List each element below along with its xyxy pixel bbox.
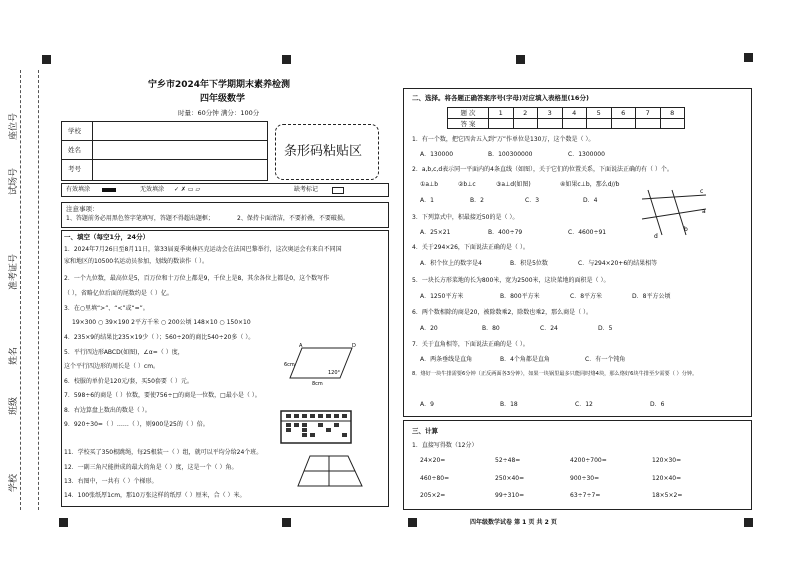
q2-line1: 2．一个九位数，最高位是5，百万位和十万位上都是9，千位上是8，其余各位上都是0，这个数写作 — [64, 275, 330, 282]
registration-mark — [42, 55, 51, 64]
p2-q7-b: B．4个角都是直角 — [500, 356, 550, 363]
table-col: 7 — [636, 108, 661, 119]
registration-mark — [408, 518, 417, 527]
part2-title: 二、选择。将各题正确答案序号(字母)对应填入表格里(16分) — [412, 94, 589, 102]
table-col: 4 — [562, 108, 587, 119]
fig-side6: 6cm — [284, 362, 295, 368]
registration-mark — [744, 518, 753, 527]
p2-q3-a: A．25×21 — [420, 229, 451, 236]
fig-d: D — [352, 343, 356, 349]
calc-2-1: 460÷80= — [420, 475, 450, 482]
p2-q5-c: C．8平方米 — [570, 293, 603, 300]
q11-line: 11．学校买了350根跳绳，每25根装一（ ）组，就可以平均分给24个班。 — [64, 449, 263, 456]
calc-3-1: 205×2= — [420, 492, 446, 499]
registration-mark — [744, 53, 753, 62]
p2-q7-c: C．有一个钝角 — [585, 356, 626, 363]
table-col: 2 — [513, 108, 538, 119]
registration-mark — [282, 518, 291, 527]
p2-q5-d: D．8平方公顷 — [632, 293, 671, 300]
table-col: 6 — [611, 108, 636, 119]
q9-line: 9．920÷30=（ ）……（ ），则900是25的（ ）倍。 — [64, 421, 209, 428]
q4-line: 4．235×9的结果比235×19少（ ）；560÷20的商比540÷20多（ ）。 — [64, 334, 255, 341]
answer-cell-5[interactable] — [587, 118, 612, 129]
binding-line — [38, 70, 39, 510]
part3-title: 三、计算 — [412, 427, 438, 435]
p2-q6-a: A．20 — [420, 325, 438, 332]
student-info-box — [61, 121, 268, 181]
page-footer: 四年级数学试卷 第 1 页 共 2 页 — [470, 519, 557, 526]
table-col: 3 — [538, 108, 563, 119]
p2-q8: 8．烙好一块牛排需要6分钟（正反两面各3分钟），如果一块锅里最多只能同时烙4块，那么烙好6块牛排至少需要（ ）分钟。 — [412, 371, 698, 377]
p2-q2-a: A．1 — [420, 197, 434, 204]
fig-a: A — [299, 343, 303, 349]
q5-line1: 5．平行四边形ABCD(如图)，∠α=（ ）度， — [64, 349, 184, 356]
part3-sub: 1．直接写得数（12分） — [412, 442, 478, 449]
fill-missing-label: 缺考标记 — [294, 186, 319, 193]
info-label-school: 学校 — [68, 127, 81, 135]
trapezoid-figure — [296, 452, 366, 490]
p2-q2-c: C．3 — [525, 197, 540, 204]
calc-3-4: 18×5×2= — [652, 492, 683, 499]
p2-q5-a: A．1250平方米 — [420, 293, 464, 300]
q7-line: 7．598÷6的商是（ ）位数，要使756÷□的商是一位数，□最小是（ ）。 — [64, 392, 261, 399]
p2-q7-a: A．两条垂线是直角 — [420, 356, 473, 363]
barcode-area — [275, 124, 379, 180]
calc-2-3: 900÷30= — [570, 475, 600, 482]
p2-q5-b: B．800平方米 — [500, 293, 540, 300]
q8-line: 8．右边算盘上数出的数是（ ）。 — [64, 407, 151, 414]
p2-q6: 6．两个数相除的商是20，被除数乘2，除数也乘2，那么商是（ ）。 — [412, 309, 592, 316]
p2-q2-o1: ①a⊥b — [420, 181, 439, 188]
sidebar-room-label: 试场号 — [9, 167, 19, 195]
calc-2-4: 120×40= — [652, 475, 682, 482]
p2-q7: 7．关于直角相等，下面说法正确的是（ ）。 — [412, 341, 529, 348]
svg-text:b: b — [684, 226, 688, 233]
q12-line: 12．一副三角尺能拼成的最大的角是（ ）度，这是一个（ ）角。 — [64, 464, 238, 471]
answer-cell-8[interactable] — [660, 118, 685, 129]
p2-q8-b: B．18 — [500, 401, 518, 408]
parallelogram-figure — [282, 340, 362, 386]
answer-cell-2[interactable] — [513, 118, 538, 129]
exam-subject: 四年级数学 — [200, 94, 246, 104]
p2-q1-c: C．1300000 — [568, 151, 605, 158]
info-label-id: 考号 — [68, 165, 81, 173]
info-label-name: 姓名 — [68, 146, 81, 154]
q5-line2: 这个平行四边形的周长是（ ）cm。 — [64, 363, 160, 370]
notes-item-2: 2、保持卡面清洁，不要折叠，不要破损。 — [237, 215, 349, 222]
q3-line1: 3．在○里填“>”、“<”或“=”。 — [64, 305, 149, 312]
p2-q1-b: B．100300000 — [488, 151, 533, 158]
p2-q4-c: C．与294×20+6的结果相等 — [578, 260, 658, 267]
q6-line: 6．校服的单价是120元/套，买50套要（ ）元。 — [64, 378, 193, 385]
binding-line — [20, 70, 21, 510]
p2-q3: 3．下列算式中，积最接近50的是（ ）。 — [412, 214, 519, 221]
q14-line: 14．100张纸厚1cm，那10万张这样的纸厚（ ）厘米，合（ ）米。 — [64, 492, 246, 499]
p2-q2-o3: ③a⊥d(如图) — [496, 181, 531, 188]
answer-cell-7[interactable] — [636, 118, 661, 129]
sidebar-name-label: 姓名 — [9, 346, 19, 365]
p2-q4-b: B．积是5位数 — [510, 260, 548, 267]
p2-q8-a: A．9 — [420, 401, 434, 408]
notes-item-1: 1、答题前务必用黑色签字笔填写，答题不得超出题框； — [66, 215, 214, 222]
fig-angle: 120° — [328, 370, 341, 376]
answer-cell-3[interactable] — [538, 118, 563, 129]
p2-q1-a: A．130000 — [420, 151, 454, 158]
calc-1-2: 52÷48= — [495, 457, 521, 464]
barcode-label: 条形码粘贴区 — [284, 144, 363, 159]
p2-q6-d: D．5 — [598, 325, 613, 332]
p2-q6-b: B．80 — [482, 325, 500, 332]
calc-1-1: 24×20= — [420, 457, 446, 464]
p2-q2-b: B．2 — [470, 197, 484, 204]
registration-mark — [282, 55, 291, 64]
p2-q2-o4: ④如果c⊥b，那么d//b — [560, 181, 620, 188]
q3-line2: 19×300 ○ 39×190 2平方千米 ○ 200公顷 148×10 ○ 150×10 — [72, 319, 251, 326]
p2-q8-c: C．12 — [575, 401, 593, 408]
registration-mark — [516, 55, 525, 64]
p2-q3-b: B．400÷79 — [488, 229, 523, 236]
calc-1-4: 120×30= — [652, 457, 682, 464]
p2-q2-o2: ②b⊥c — [458, 181, 476, 188]
sidebar-seat-label: 座位号 — [9, 112, 19, 140]
answer-row-label: 答 案 — [448, 118, 489, 129]
table-col: 8 — [660, 108, 685, 119]
q2-line2: （ ），省略亿位后面的尾数约是（ ）亿。 — [64, 290, 173, 297]
q1-line1: 1．2024年7月26日至8月11日，第33届夏季奥林匹克运动会在法国巴黎举行，这次奥运会有来自不同国 — [64, 246, 342, 253]
calc-3-3: 63÷7÷7= — [570, 492, 601, 499]
sidebar-school-label: 学校 — [9, 473, 19, 492]
svg-text:a: a — [702, 208, 706, 215]
p2-q1: 1．有一个数，把它四舍五入到“万”作单位是130万，这个数是（ ）。 — [412, 136, 595, 143]
fill-invalid-label: 无效填涂 — [140, 186, 165, 193]
registration-mark — [59, 518, 68, 527]
calc-3-2: 99÷310= — [495, 492, 525, 499]
p2-q2: 2．a,b,c,d表示同一平面内的4条直线（如图），关于它们的位置关系，下面说法正确的有（ ）个。 — [412, 166, 673, 173]
table-col: 5 — [587, 108, 612, 119]
answer-cell-1[interactable] — [489, 118, 514, 129]
fill-valid-label: 有效填涂 — [66, 186, 91, 193]
table-col: 1 — [489, 108, 514, 119]
lines-figure — [640, 185, 710, 240]
p2-q8-d: D．6 — [650, 401, 665, 408]
notes-box — [61, 202, 389, 228]
fill-sample-row: 有效填涂 无效填涂 ✓ ✗ ▭ ▱ 缺考标记 — [61, 183, 389, 197]
answer-cell-4[interactable] — [562, 118, 587, 129]
svg-text:d: d — [654, 233, 658, 240]
exam-time-score: 时量：60分钟 满分：100分 — [178, 109, 260, 117]
notes-title: 注意事项： — [66, 205, 99, 213]
fig-side8: 8cm — [312, 381, 323, 386]
sidebar-class-label: 班级 — [9, 396, 19, 415]
sidebar-ticket-label: 准考证号 — [9, 253, 19, 290]
abacus-figure — [280, 405, 352, 445]
q13-line: 13．右图中，一共有（ ）个梯形。 — [64, 478, 158, 485]
p2-q2-d: D．4 — [583, 197, 598, 204]
answer-table — [447, 107, 685, 129]
p2-q4-a: A．积个位上的数字是4 — [420, 260, 482, 267]
exam-title: 宁乡市2024年下学期期末素养检测 — [148, 80, 291, 90]
answer-cell-6[interactable] — [611, 118, 636, 129]
p2-q5: 5．一块长方形菜地的长为800米，宽为2500米，这块菜地的面积是（ ）。 — [412, 277, 610, 284]
svg-text:c: c — [700, 188, 704, 195]
calc-2-2: 250×40= — [495, 475, 525, 482]
calc-1-3: 4200÷700= — [570, 457, 607, 464]
p2-q4: 4．关于294×26，下面说法正确的是（ ）。 — [412, 244, 529, 251]
p2-q6-c: C．24 — [540, 325, 558, 332]
part1-title: 一、填空（每空1分，24分） — [64, 233, 150, 241]
p2-q3-c: C．4600÷91 — [568, 229, 607, 236]
q1-line2: 家和地区的10500名运动员参加，划线的数读作（ ）。 — [64, 258, 208, 265]
table-header-label: 题 次 — [448, 108, 489, 119]
